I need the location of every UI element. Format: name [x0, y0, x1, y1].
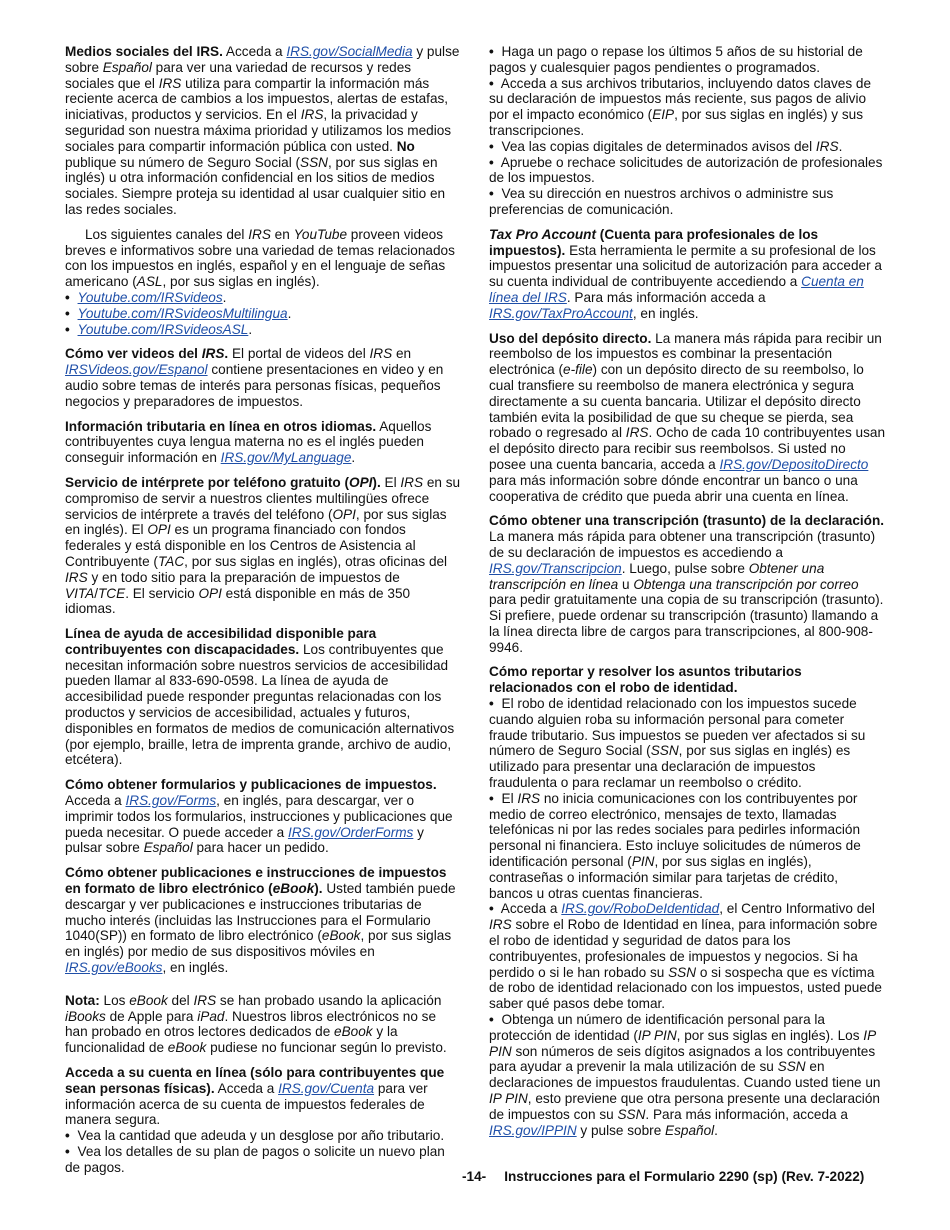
bullet-icon: • [489, 790, 494, 806]
left-column [65, 44, 461, 1185]
account-paragraph: Acceda a su cuenta en línea (sólo para contribuyentes que sean personas físicas). Acceda a IRS.gov/Cuenta para ver información acerca de su cuenta de impuestos federales de manera segura. [65, 1065, 445, 1128]
list-item: • Acceda a IRS.gov/RoboDeIdentidad, el Centro Informativo del IRS sobre el Robo de Identidad en línea, para información sobre el robo de identidad y seguridad de datos para los contribuyentes, profesionales de impuestos y negocios. Si ha perdido o si le han robado su SSN o si sospecha que es víctima de robo de identidad relacionado con los impuestos, usted puede saber qué pasos debe tomar. [489, 901, 882, 1012]
tax-pro-heading: Tax Pro Account (Cuenta para profesionales de los impuestos). [489, 226, 819, 258]
direct-deposit-paragraph: Uso del depósito directo. La manera más rápida para recibir un reembolso de los impuestos es combinar la presentación electrónica (e-file) con un depósito directo de su reembolso, lo cual transfiere su reembolso de manera electrónica y segura directamente a su cuenta bancaria. Utilizar el depósito directo también evita la posibilidad de que su cheque se pierda, sea robado o regresado al IRS. Ocho de cada 10 contribuyentes usan el depósito directo para recibir sus reembolsos. Si usted no posee una cuenta bancaria, acceda a IRS.gov/DepositoDirecto para más información sobre dónde encontrar un banco o una cooperativa de crédito que pueda abrir una cuenta en línea. [489, 330, 886, 504]
languages-paragraph: Información tributaria en línea en otros idiomas. Aquellos contribuyentes cuya lengua materna no es el inglés pueden conseguir información en IRS.gov/MyLanguage. [65, 418, 432, 466]
transcript-paragraph: Cómo obtener una transcripción (trasunto) de la declaración. La manera más rápida para obtener una transcripción (trasunto) de su declaración de impuestos es accediendo a IRS.gov/Transcripcion. Luego, pulse sobre Obtener una transcripción en línea u Obtenga una transcripción por correo para pedir gratuitamente una copia de su transcripción (trasunto). Si prefiere, puede ordenar su transcripción (trasunto) llamando a la línea directa libre de cargos para transcripciones, al 800-908-9946. [489, 513, 885, 655]
note-paragraph: Nota: Los eBook del IRS se han probado usando la aplicación iBooks de Apple para iPad. Nuestros libros electrónicos no se han probado en otros lectores dedicados de eBook y la funcionalidad de eBook pudiese no funcionar según lo previsto. [65, 992, 447, 1056]
bullet-icon: • [489, 138, 494, 154]
videos-paragraph: Cómo ver videos del IRS. El portal de videos del IRS en IRSVideos.gov/Espanol contiene presentaciones en video y en audio sobre temas de interés para personas físicas, pequeños negocios y preparadores de impuestos. [65, 346, 444, 409]
right-column [489, 44, 885, 1147]
forms-heading: Cómo obtener formularios y publicaciones de impuestos. [65, 777, 437, 793]
list-item: • Youtube.com/IRSvideosASL. [65, 321, 253, 337]
bullet-icon: • [65, 289, 70, 305]
page-footer [462, 1169, 864, 1185]
forms-paragraph: Cómo obtener formularios y publicaciones de impuestos. Acceda a IRS.gov/Forms, en inglés, para descargar, ver o imprimir todos los formularios, instrucciones y publicaciones que pueda necesitar. O puede acceder a IRS.gov/OrderForms y pulsar sobre Español para hacer un pedido. [65, 777, 453, 856]
opi-paragraph: Servicio de intérprete por teléfono gratuito (OPI). El IRS en su compromiso de servir a nuestros clientes multilingües ofrece servicios de intérprete a través del teléfono (OPI, por sus siglas en inglés). El OPI es un programa financiado con fondos federales y está disponible en los Centros de Asistencia al Contribuyente (TAC, por sus siglas en inglés), otras oficinas del IRS y en todo sitio para la preparación de impuestos de VITA/TCE. El servicio OPI está disponible en más de 350 idiomas. [65, 474, 461, 617]
bullet-icon: • [489, 1012, 494, 1028]
identity-theft-bullets [489, 696, 885, 1138]
list-item: • Vea su dirección en nuestros archivos o administre sus preferencias de comunicación. [489, 186, 834, 217]
list-item: • Vea las copias digitales de determinados avisos del IRS. [489, 138, 843, 154]
ebook-heading: Cómo obtener publicaciones e instrucciones de impuestos en formato de libro electrónico (eBook). [65, 865, 447, 897]
bullet-icon: • [489, 186, 494, 202]
ebooks-link[interactable]: IRS.gov/eBooks [65, 960, 163, 976]
transcript-heading: Cómo obtener una transcripción (trasunto) de la declaración. [489, 513, 885, 529]
youtube-link-asl[interactable]: Youtube.com/IRSvideosASL [77, 321, 249, 337]
ebook-paragraph: Cómo obtener publicaciones e instrucciones de impuestos en formato de libro electrónico (eBook). Usted también puede descargar y ver publicaciones e instrucciones tributarias de mucho interés (incluidas las Instrucciones para el Formulario 1040(SP)) en formato de libro electrónico (eBook, por sus siglas en inglés) por medio de sus dispositivos móviles en IRS.gov/eBooks, en inglés. [65, 865, 456, 976]
bullet-icon: • [489, 154, 494, 170]
opi-heading: Servicio de intérprete por teléfono gratuito (OPI). [65, 474, 381, 490]
identity-theft-heading: Cómo reportar y resolver los asuntos tributarios relacionados con el robo de identidad. [489, 664, 802, 696]
irs-videos-link[interactable]: IRSVideos.gov/Espanol [65, 362, 208, 378]
youtube-link-multilingua[interactable]: Youtube.com/IRSvideosMultilingua [77, 305, 288, 321]
account-bullets-continued [489, 44, 885, 218]
youtube-links-list [65, 290, 461, 337]
list-item: • Vea la cantidad que adeuda y un desglose por año tributario. [65, 1128, 445, 1144]
my-language-link[interactable]: IRS.gov/MyLanguage [220, 450, 352, 466]
note-heading: Nota: [65, 992, 100, 1008]
social-media-link[interactable]: IRS.gov/SocialMedia [286, 44, 413, 59]
social-media-heading: Medios sociales del IRS. [65, 44, 223, 59]
list-item: • Youtube.com/IRSvideosMultilingua. [65, 305, 292, 321]
order-forms-link[interactable]: IRS.gov/OrderForms [287, 824, 414, 840]
deposito-directo-link[interactable]: IRS.gov/DepositoDirecto [719, 456, 869, 472]
identity-theft-heading-paragraph [489, 664, 885, 696]
accessibility-heading: Línea de ayuda de accesibilidad disponible para contribuyentes con discapacidades. [65, 626, 377, 657]
list-item: • Acceda a sus archivos tributarios, incluyendo datos claves de su declaración de impuestos más reciente, sus pagos de alivio por el impacto económico (EIP, por sus siglas en inglés) y sus transcripciones. [489, 75, 872, 138]
list-item: • Obtenga un número de identificación personal para la protección de identidad (IP PIN, por sus siglas en inglés). Los IP PIN son números de seis dígitos asignados a los contribuyentes para ayudar a prevenir la mala utilización de su SSN en declaraciones de impuestos fraudulentas. Cuando usted tiene un IP PIN, esto previene que otra persona presente una declaración de impuestos con su SSN. Para más información, acceda a IRS.gov/IPPIN y pulse sobre Español. [489, 1012, 881, 1138]
cuenta-en-linea-link[interactable]: Cuenta en línea del IRS [489, 274, 864, 305]
list-item: • Haga un pago o repase los últimos 5 años de su historial de pagos y cualesquier pagos pendientes o programados. [489, 44, 863, 75]
footer-title: Instrucciones para el Formulario 2290 (sp) (Rev. 7-2022) [504, 1169, 865, 1184]
tax-pro-paragraph: Tax Pro Account (Cuenta para profesionales de los impuestos). Esta herramienta le permite a su profesional de los impuestos presentar una solicitud de autorización para acceder a su cuenta individual de contribuyente accediendo a Cuenta en línea del IRS. Para más información acceda a IRS.gov/TaxProAccount, en inglés. [489, 226, 882, 321]
direct-deposit-heading: Uso del depósito directo. [489, 330, 652, 346]
languages-heading: Información tributaria en línea en otros idiomas. [65, 418, 377, 434]
accessibility-paragraph: Línea de ayuda de accesibilidad disponible para contribuyentes con discapacidades. Los contribuyentes que necesitan información sobre nuestros servicios de accesibilidad pueden llamar al 833-690-0598. La línea de ayuda de accesibilidad puede responder preguntas relacionadas con los productos y servicios de accesibilidad, actuales y futuros, disponibles en formatos de medios de comunicación alternativos (por ejemplo, braille, letra de imprenta grande, archivo de audio, etcétera). [65, 626, 455, 768]
youtube-paragraph: Los siguientes canales del IRS en YouTube proveen videos breves e informativos sobre una variedad de temas relacionados con los impuestos en inglés, español y en el lenguaje de señas americano (ASL, por sus siglas en inglés). [65, 226, 455, 290]
bullet-icon: • [65, 1128, 70, 1144]
list-item: • El IRS no inicia comunicaciones con los contribuyentes por medio de correo electrónico, mensajes de texto, llamadas telefónicas ni por las redes sociales para pedirles información personal ni financiera. Esto incluye solicitudes de números de identificación personal (PIN, por sus siglas en inglés), contraseñas o información similar para tarjetas de crédito, bancos u otras cuentas financieras. [489, 790, 861, 901]
irs-cuenta-link[interactable]: IRS.gov/Cuenta [278, 1080, 375, 1096]
bullet-icon: • [489, 44, 494, 59]
bullet-icon: • [65, 321, 70, 337]
bullet-icon: • [489, 901, 494, 917]
bullet-icon: • [65, 305, 70, 321]
bullet-icon: • [65, 1144, 70, 1159]
bullet-icon: • [489, 696, 494, 712]
ippin-link[interactable]: IRS.gov/IPPIN [489, 1122, 577, 1138]
account-bullets [65, 1128, 461, 1175]
youtube-link-videos[interactable]: Youtube.com/IRSvideos [77, 289, 223, 305]
list-item: • El robo de identidad relacionado con los impuestos sucede cuando alguien roba su información personal para cometer fraude tributario. Sus impuestos se pueden ver afectados si su número de Seguro Social (SSN, por sus siglas en inglés) es utilizado para presentar una declaración de impuestos fraudulenta o para reclamar un reembolso o crédito. [489, 696, 866, 791]
transcripcion-link[interactable]: IRS.gov/Transcripcion [489, 560, 622, 576]
robo-de-identidad-link[interactable]: IRS.gov/RoboDeIdentidad [561, 901, 720, 917]
list-item: • Youtube.com/IRSvideos. [65, 289, 227, 305]
page-number: -14- [462, 1169, 487, 1184]
tax-pro-account-link[interactable]: IRS.gov/TaxProAccount [489, 305, 633, 321]
social-media-paragraph: Medios sociales del IRS. Acceda a IRS.gov/SocialMedia y pulse sobre Español para ver una variedad de recursos y redes sociales que el IRS utiliza para compartir la información más reciente acerca de cambios a los impuestos, alertas de estafas, iniciativas, productos y servicios. En el IRS, la privacidad y seguridad son nuestra máxima prioridad y utilizamos los medios sociales para compartir información pública con usted. No publique su número de Seguro Social (SSN, por sus siglas en inglés) u otra información confidencial en los sitios de medios sociales. Siempre proteja su identidad al usar cualquier sitio en las redes sociales. [65, 44, 460, 217]
bullet-icon: • [489, 75, 494, 91]
list-item: • Vea los detalles de su plan de pagos o solicite un nuevo plan de pagos. [65, 1144, 445, 1175]
videos-heading: Cómo ver videos del IRS. [65, 346, 229, 362]
list-item: • Apruebe o rechace solicitudes de autorización de profesionales de los impuestos. [489, 154, 883, 186]
account-heading: Acceda a su cuenta en línea (sólo para contribuyentes que sean personas físicas). [65, 1065, 445, 1096]
irs-forms-link[interactable]: IRS.gov/Forms [125, 793, 217, 809]
